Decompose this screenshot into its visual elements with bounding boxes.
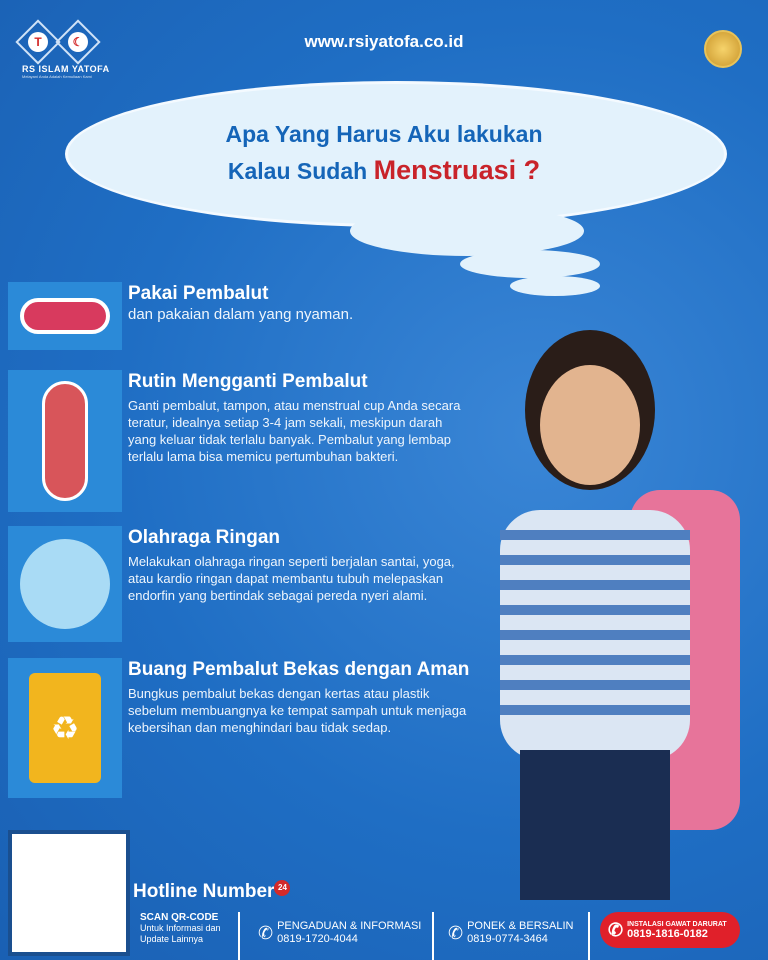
tip-text: dan pakaian dalam yang nyaman. xyxy=(128,306,354,323)
hotline-heading: Hotline Number 24 xyxy=(133,880,290,904)
contact-maternity[interactable]: ✆ PONEK & BERSALIN 0819-0774-3464 xyxy=(448,920,574,945)
recycle-bin-icon: ♻ xyxy=(8,658,122,798)
divider xyxy=(588,912,590,960)
phone-icon: ✆ xyxy=(258,922,274,943)
24-hour-badge: 24 xyxy=(274,880,290,896)
floral-pad-icon xyxy=(8,370,122,512)
red-crescent-icon: ☾ xyxy=(55,19,100,64)
phone-icon: ✆ xyxy=(608,919,624,940)
tip-text: Bungkus pembalut bekas dengan kertas atau plastik sebelum membuangnya ke tempat sampah untuk menjaga kebersihan dan menghindari bau tidak sedap. xyxy=(128,686,467,735)
scan-info: SCAN QR-CODE Untuk Informasi dan Update Lainnya xyxy=(140,912,221,944)
contact-emergency[interactable]: ✆ INSTALASI GAWAT DARURAT 0819-1816-0182 xyxy=(600,912,740,948)
phone-icon: ✆ xyxy=(448,922,464,943)
brand-name: RS ISLAM YATOFA xyxy=(22,64,110,74)
page-title: Apa Yang Harus Aku lakukan Kalau Sudah Menstruasi ? xyxy=(225,121,543,185)
tip-title: Pakai Pembalut xyxy=(128,283,269,304)
qr-code[interactable] xyxy=(8,830,130,956)
tip-text: Ganti pembalut, tampon, atau menstrual cup Anda secara teratur, idealnya setiap 3-4 jam sekali, meskipun darah yang keluar tidak terlalu banyak. Pembalut yang lembap terlalu lama bisa memicu pertumbuhan bakteri. xyxy=(128,398,461,464)
divider xyxy=(432,912,434,960)
tip-title: Rutin Mengganti Pembalut xyxy=(128,371,368,392)
tip-item xyxy=(8,282,478,370)
tip-item xyxy=(8,658,478,798)
website-url[interactable]: www.rsiyatofa.co.id xyxy=(304,32,464,51)
tip-title: Olahraga Ringan xyxy=(128,527,281,548)
award-badge-icon xyxy=(704,30,742,68)
contact-complaints[interactable]: ✆ PENGADUAN & INFORMASI 0819-1720-4044 xyxy=(258,920,422,945)
brand-tagline: Melayani Anda Adalah Kemuliaan Kami xyxy=(22,74,92,79)
cloud-bubble xyxy=(510,276,600,296)
sanitary-pad-icon xyxy=(8,282,122,350)
exercise-icon xyxy=(8,526,122,642)
tip-item xyxy=(8,526,478,658)
tip-title: Buang Pembalut Bekas dengan Aman xyxy=(128,659,470,680)
yatofa-emblem-icon: T xyxy=(15,19,60,64)
girl-with-backpack-photo xyxy=(480,330,760,900)
tips-list xyxy=(8,282,478,798)
tip-text: Melakukan olahraga ringan seperti berjalan santai, yoga, atau kardio ringan dapat membantu tubuh melepaskan endorfin yang bertindak sebagai pereda nyeri alami. xyxy=(128,554,455,603)
divider xyxy=(238,912,240,960)
cloud-bubble xyxy=(350,206,584,256)
tip-item xyxy=(8,370,478,526)
cloud-bubble xyxy=(460,250,600,278)
